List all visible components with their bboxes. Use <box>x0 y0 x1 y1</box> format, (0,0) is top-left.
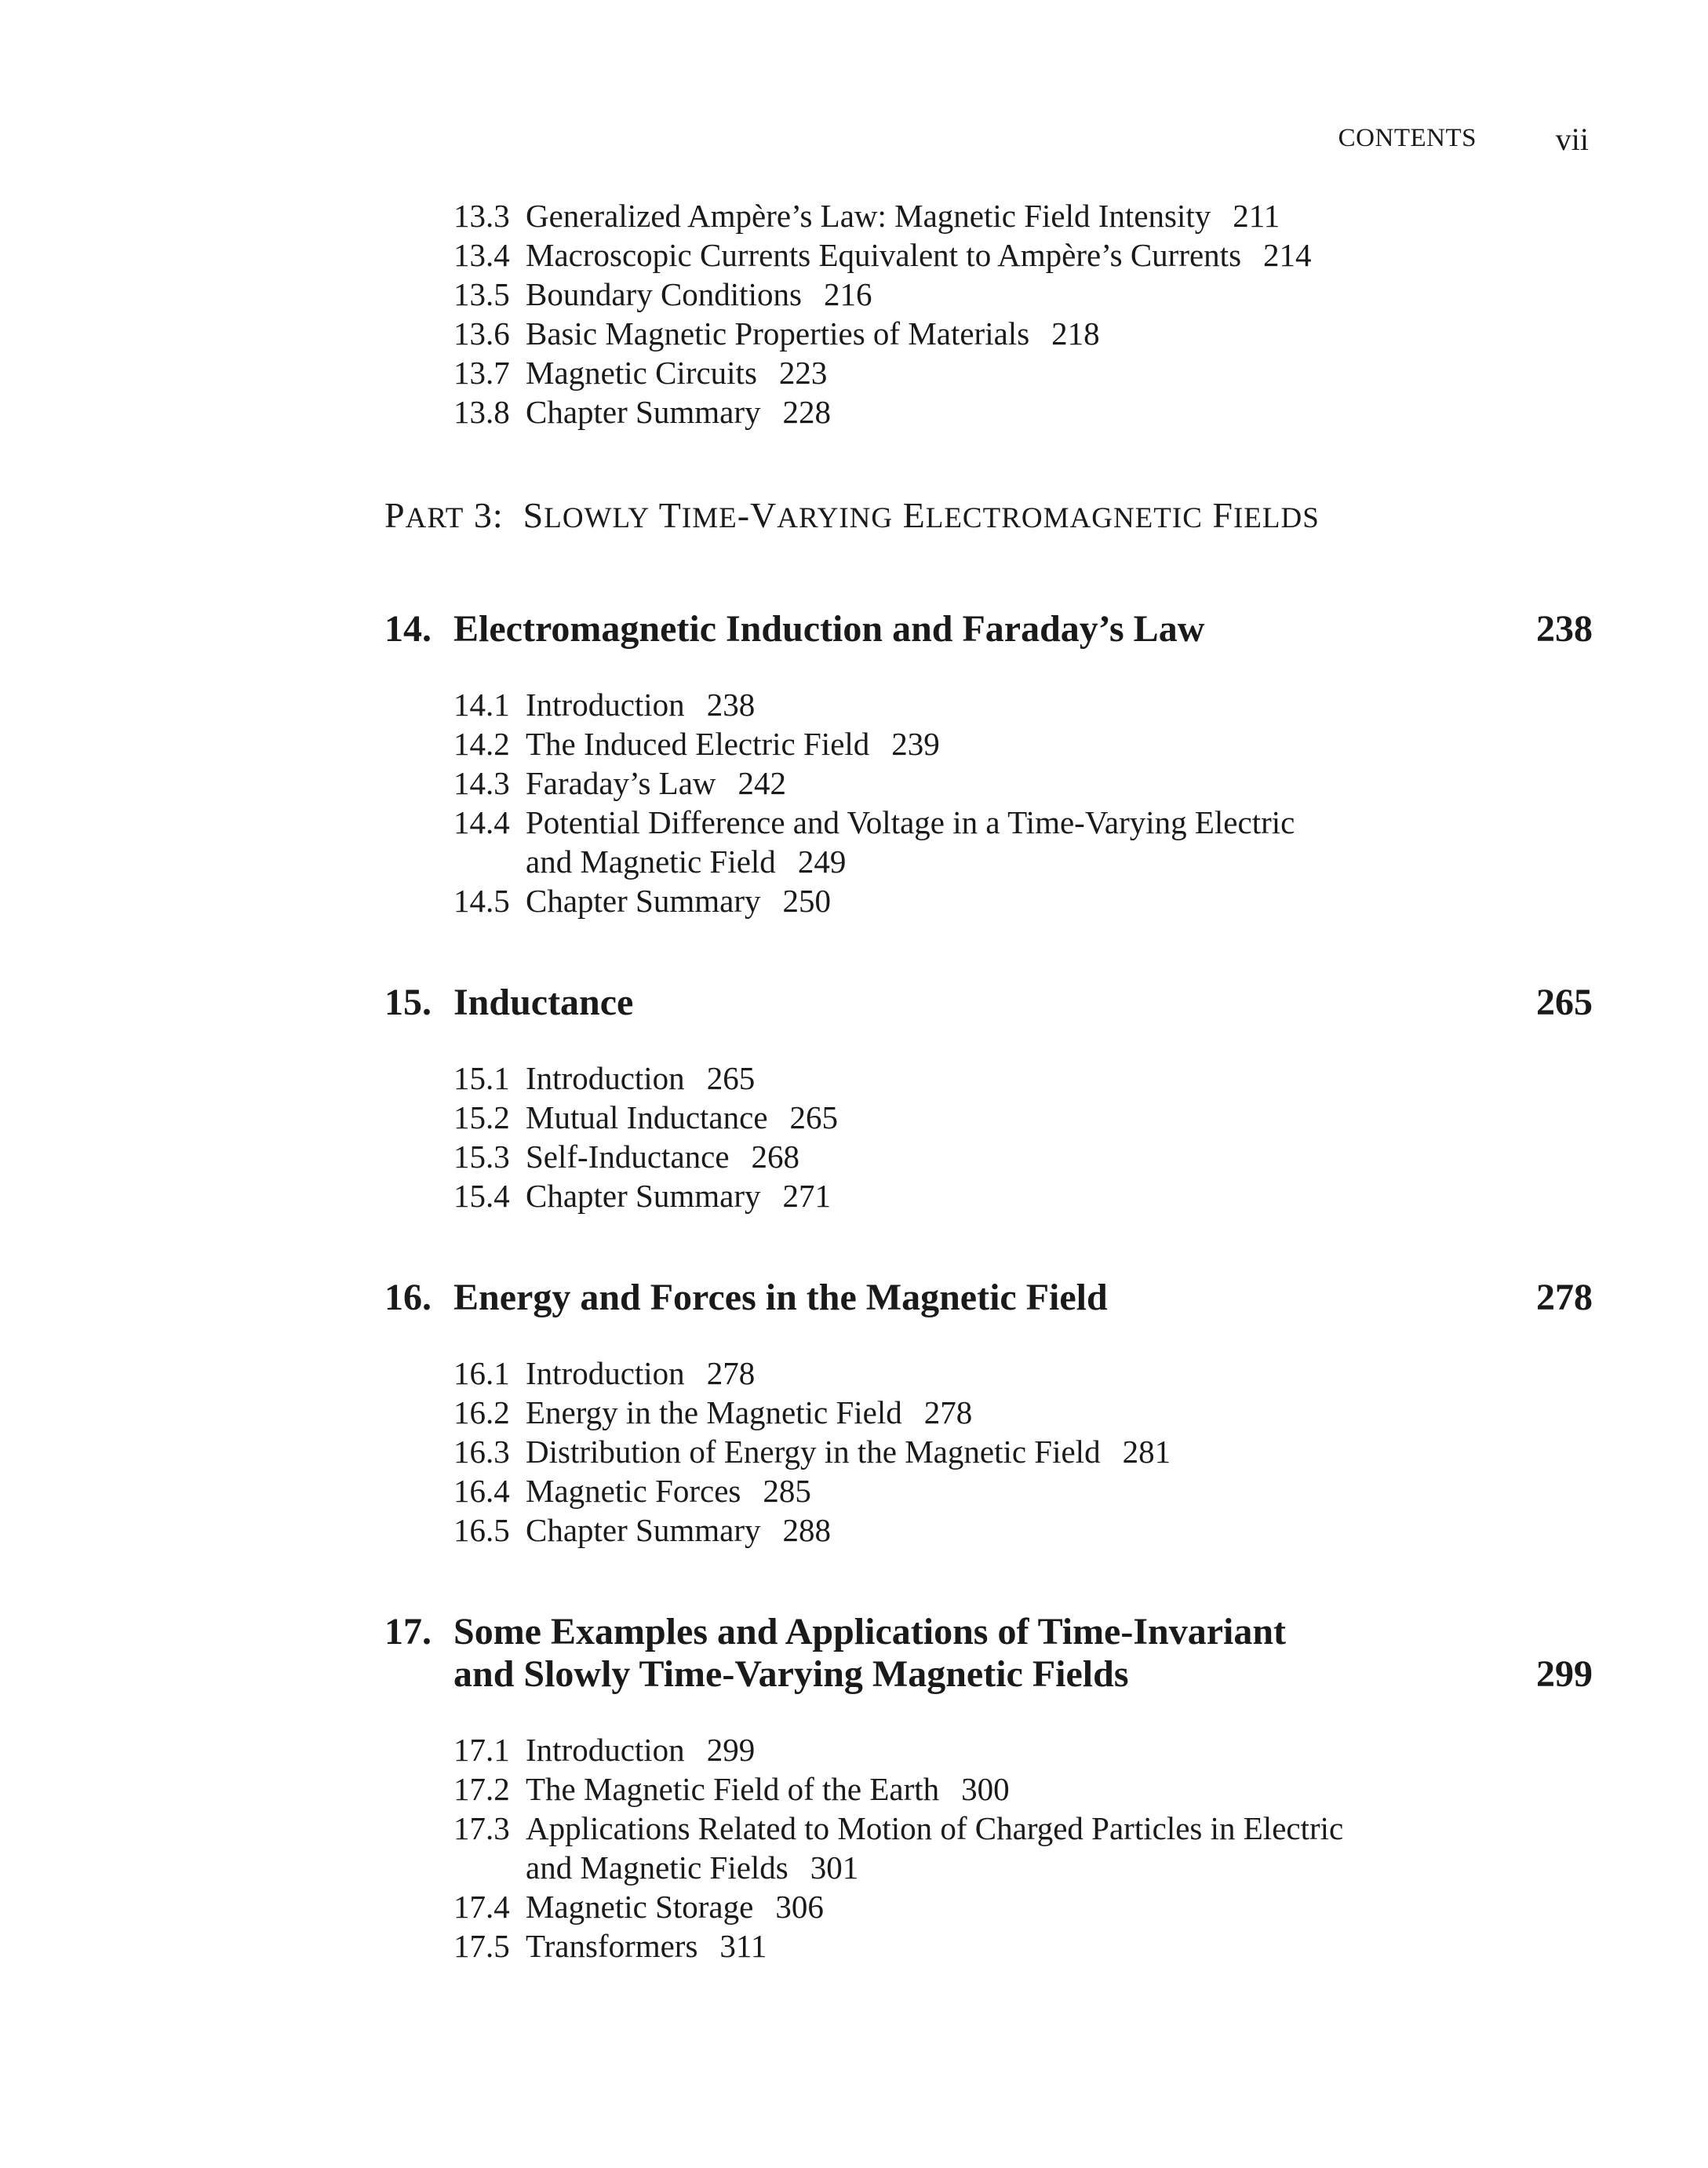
chapter-16 <box>384 1277 1593 1550</box>
chapter-heading[interactable]: 17. Some Examples and Applications of Time-Invariant and Slowly Time-Varying Magnetic Fields 299 <box>384 1611 1593 1695</box>
toc-entry[interactable]: 15.4 Chapter Summary 271 <box>453 1178 831 1214</box>
toc-entry[interactable]: 13.4 Macroscopic Currents Equivalent to Ampère’s Currents 214 <box>453 237 1312 273</box>
chapter-page: 278 <box>1536 1277 1593 1318</box>
toc-entry[interactable]: 13.7 Magnetic Circuits 223 <box>453 355 828 391</box>
table-of-contents <box>384 196 1593 2027</box>
toc-entry[interactable]: 17.2 The Magnetic Field of the Earth 300 <box>453 1771 1010 1807</box>
toc-entry[interactable]: 13.6 Basic Magnetic Properties of Materials 218 <box>453 315 1100 352</box>
chapter-14 <box>384 608 1593 920</box>
toc-entry[interactable]: 16.1 Introduction 278 <box>453 1355 756 1391</box>
section-list <box>384 1058 1593 1215</box>
toc-entry[interactable]: 14.3 Faraday’s Law 242 <box>453 765 786 801</box>
chapter-17 <box>384 1611 1593 1966</box>
section-list <box>384 1354 1593 1550</box>
toc-entry[interactable]: 14.4 Potential Difference and Voltage in a Time-Varying Electric and Magnetic Field 249 <box>453 804 1295 880</box>
toc-entry[interactable]: 17.3 Applications Related to Motion of Charged Particles in Electric and Magnetic Fields 301 <box>453 1810 1344 1886</box>
toc-entry[interactable]: 13.3 Generalized Ampère’s Law: Magnetic Field Intensity 211 <box>453 198 1280 234</box>
chapter-page: 265 <box>1536 982 1593 1023</box>
toc-entry[interactable]: 16.2 Energy in the Magnetic Field 278 <box>453 1394 973 1430</box>
chapter-heading[interactable]: 15. Inductance 265 <box>384 982 1593 1023</box>
toc-entry[interactable]: 17.5 Transformers 311 <box>453 1928 767 1964</box>
chapter-15 <box>384 982 1593 1215</box>
toc-entry[interactable]: 13.8 Chapter Summary 228 <box>453 394 831 430</box>
toc-entry[interactable]: 16.3 Distribution of Energy in the Magnetic Field 281 <box>453 1434 1171 1470</box>
toc-entry[interactable]: 14.5 Chapter Summary 250 <box>453 883 831 919</box>
page-number: vii <box>1555 122 1589 157</box>
toc-entry[interactable]: 14.1 Introduction 238 <box>453 687 756 723</box>
toc-entry[interactable]: 15.1 Introduction 265 <box>453 1060 756 1096</box>
section-list <box>384 196 1593 432</box>
toc-entry[interactable]: 15.2 Mutual Inductance 265 <box>453 1099 839 1135</box>
toc-entry[interactable]: 17.1 Introduction 299 <box>453 1732 756 1768</box>
chapter-heading[interactable]: 14. Electromagnetic Induction and Faraday’s Law 238 <box>384 608 1593 650</box>
toc-entry[interactable]: 16.5 Chapter Summary 288 <box>453 1512 831 1548</box>
toc-entry[interactable]: 13.5 Boundary Conditions 216 <box>453 276 872 312</box>
chapter-page: 299 <box>1536 1653 1593 1695</box>
toc-entry[interactable]: 15.3 Self-Inductance 268 <box>453 1139 800 1175</box>
part-heading: PART 3: SLOWLY TIME-VARYING ELECTROMAGNETIC FIELDS <box>384 495 1320 535</box>
toc-entry[interactable]: 14.2 The Induced Electric Field 239 <box>453 726 940 762</box>
chapter-heading[interactable]: 16. Energy and Forces in the Magnetic Field 278 <box>384 1277 1593 1318</box>
toc-entry[interactable]: 16.4 Magnetic Forces 285 <box>453 1473 811 1509</box>
chapter-page: 238 <box>1536 608 1593 650</box>
running-head-label: CONTENTS <box>1338 124 1477 152</box>
section-list <box>384 1730 1593 1966</box>
toc-entry[interactable]: 17.4 Magnetic Storage 306 <box>453 1889 824 1925</box>
section-list <box>384 685 1593 920</box>
running-head <box>0 124 1708 163</box>
